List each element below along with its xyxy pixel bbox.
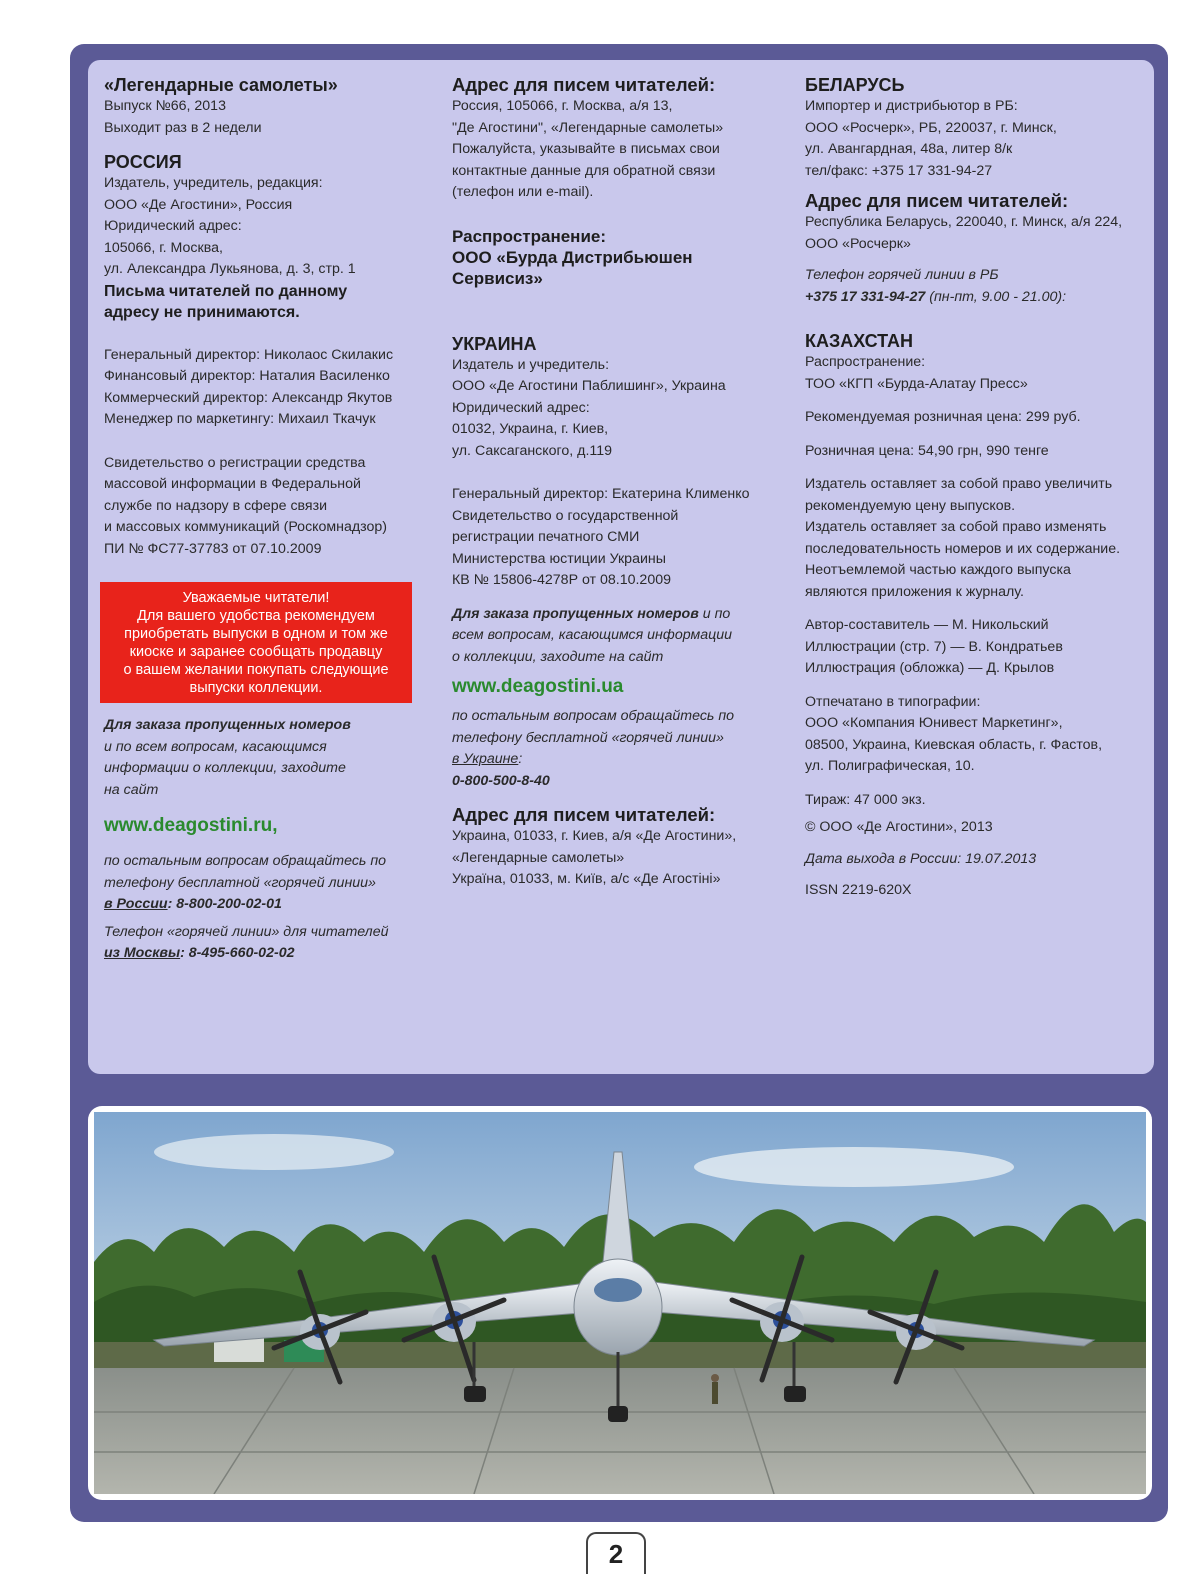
- aircraft-photo: [94, 1112, 1146, 1494]
- ukraine-cert-line: Министерства юстиции Украины: [452, 550, 666, 567]
- belarus-address-line: ООО «Росчерк»: [805, 235, 911, 252]
- order-line: Для заказа пропущенных номеров: [104, 717, 351, 733]
- distribution-line: ООО «Бурда Дистрибьюшен: [452, 247, 693, 267]
- credit-line: Иллюстрация (обложка) — Д. Крылов: [805, 660, 1055, 676]
- text-line: 105066, г. Москва,: [104, 239, 223, 256]
- ukraine-line: ООО «Де Агостини Паблишинг», Украина: [452, 378, 726, 394]
- rights-line: Издатель оставляет за собой право изменять: [805, 519, 1107, 535]
- credit-line: Иллюстрации (стр. 7) — В. Кондратьев: [805, 638, 1063, 655]
- other-line: по остальным вопросам обращайтесь по: [104, 853, 387, 869]
- recommended-price: Рекомендуемая розничная цена: 299 руб.: [805, 409, 1081, 425]
- address-line: контактные данные для обратной связи: [452, 162, 716, 179]
- belarus-line: тел/факс: +375 17 331-94-27: [805, 162, 993, 179]
- address-heading: Адрес для писем читателей:: [452, 74, 716, 95]
- rights-line: рекомендуемую цену выпусков.: [805, 497, 1016, 514]
- ukraine-line: ул. Саксаганского, д.119: [452, 442, 613, 459]
- order-line: всем вопросам, касающимся информации: [452, 627, 732, 643]
- ukraine-cert-line: Генеральный директор: Екатерина Клименко: [452, 486, 750, 502]
- ukraine-cert-line: Свидетельство о государственной: [452, 507, 679, 524]
- address-line: Пожалуйста, указывайте в письмах свои: [452, 141, 720, 157]
- letters-note: Письма читателей по данному: [104, 282, 348, 300]
- ukraine-cert-line: регистрации печатного СМИ: [452, 529, 640, 545]
- aircraft-photo-frame: [88, 1106, 1152, 1500]
- ukraine-line: Издатель и учредитель:: [452, 356, 610, 373]
- hotline-hours: (пн-пт, 9.00 - 21.00):: [925, 288, 1067, 305]
- reader-notice-box: [100, 582, 412, 703]
- other-line: телефону бесплатной «горячей линии»: [452, 729, 724, 746]
- russia-heading: РОССИЯ: [104, 152, 182, 172]
- director-line: Генеральный директор: Николаос Скилакис: [104, 346, 394, 363]
- copyright: © ООО «Де Агостини», 2013: [805, 819, 993, 835]
- notice-line: выпуски коллекции.: [189, 680, 323, 696]
- moscow-number: : 8-495-660-02-02: [180, 945, 295, 961]
- printing-line: ул. Полиграфическая, 10.: [805, 758, 975, 774]
- hotline-number: : 8-800-200-02-01: [167, 896, 282, 912]
- rights-line: являются приложения к журналу.: [805, 583, 1024, 600]
- distribution-line: Сервисиз»: [452, 268, 543, 288]
- circulation: Тираж: 47 000 экз.: [805, 791, 926, 808]
- printing-line: ООО «Компания Юнивест Маркетинг»,: [805, 715, 1063, 731]
- order-line: о коллекции, заходите на сайт: [452, 648, 664, 665]
- text-line: Издатель, учредитель, редакция:: [104, 175, 323, 191]
- belarus-address-heading: Адрес для писем читателей:: [805, 190, 1069, 211]
- release-date: Дата выхода в России: 19.07.2013: [805, 850, 1037, 867]
- credit-line: Автор-составитель — М. Никольский: [805, 617, 1049, 633]
- kazakhstan-heading: КАЗАХСТАН: [805, 331, 913, 351]
- belarus-heading: БЕЛАРУСЬ: [805, 75, 905, 95]
- certificate-line: Свидетельство о регистрации средства: [104, 454, 366, 471]
- ukraine-phone: 0-800-500-8-40: [452, 772, 550, 789]
- printing-line: Отпечатано в типографии:: [805, 693, 981, 710]
- address-line: Россия, 105066, г. Москва, а/я 13,: [452, 98, 673, 114]
- address2-line: «Легендарные самолеты»: [452, 849, 625, 866]
- page-number: 2: [586, 1532, 646, 1574]
- kz-line: ТОО «КГП «Бурда-Алатау Пресс»: [805, 375, 1028, 392]
- column-russia: [104, 74, 424, 965]
- notice-line: Уважаемые читатели!: [182, 590, 330, 606]
- notice-line: Для вашего удобства рекомендуем: [137, 608, 375, 624]
- text-line: Юридический адрес:: [104, 218, 242, 234]
- printing-line: 08500, Украина, Киевская область, г. Фастов,: [805, 736, 1103, 753]
- ukraine-cert-line: КВ № 15806-4278Р от 08.10.2009: [452, 572, 671, 588]
- issue-frequency: Выходит раз в 2 недели: [104, 119, 262, 136]
- hotline-number: +375 17 331-94-27: [805, 288, 926, 305]
- belarus-address-line: Республика Беларусь, 220040, г. Минск, а/я 224,: [805, 214, 1123, 230]
- column-ukraine: [452, 74, 782, 891]
- address2-heading: Адрес для писем читателей:: [452, 804, 716, 825]
- kz-line: Распространение:: [805, 354, 926, 370]
- address-line: (телефон или e-mail).: [452, 184, 594, 200]
- moscow-hotline-label: Телефон «горячей линии» для читателей: [104, 923, 389, 940]
- rights-line: последовательность номеров и их содержание.: [805, 540, 1121, 557]
- website-link-ru[interactable]: www.deagostini.ru,: [104, 815, 278, 836]
- belarus-line: ООО «Росчерк», РБ, 220037, г. Минск,: [805, 119, 1057, 136]
- issue-number: Выпуск №66, 2013: [104, 98, 226, 114]
- address2-line: Україна, 01033, м. Київ, а/с «Де Агостіні»: [452, 871, 721, 887]
- hotline-label: Телефон горячей линии в РБ: [805, 267, 999, 283]
- certificate-line: ПИ № ФС77-37783 от 07.10.2009: [104, 540, 322, 557]
- ukraine-line: 01032, Украина, г. Киев,: [452, 421, 609, 437]
- rights-line: Издатель оставляет за собой право увеличить: [805, 476, 1113, 492]
- address-line: "Де Агостини", «Легендарные самолеты»: [452, 119, 724, 136]
- letters-note: адресу не принимаются.: [104, 303, 300, 321]
- director-line: Финансовый директор: Наталия Василенко: [104, 368, 390, 384]
- distribution-line: Распространение:: [452, 226, 607, 246]
- order-line: на сайт: [104, 781, 159, 798]
- order-line: информации о коллекции, заходите: [104, 760, 346, 776]
- region-suffix: :: [518, 751, 523, 767]
- retail-price: Розничная цена: 54,90 грн, 990 тенге: [805, 442, 1049, 459]
- certificate-line: массовой информации в Федеральной: [104, 476, 361, 492]
- moscow-region: из Москвы: [104, 945, 181, 961]
- website-link-ua[interactable]: www.deagostini.ua: [452, 676, 624, 697]
- other-line: по остальным вопросам обращайтесь по: [452, 708, 735, 724]
- director-line: Менеджер по маркетингу: Михаил Ткачук: [104, 411, 376, 427]
- issn: ISSN 2219-620X: [805, 882, 912, 898]
- notice-line: приобретать выпуски в одном и том же: [124, 626, 388, 642]
- ukraine-line: Юридический адрес:: [452, 399, 590, 416]
- address2-line: Украина, 01033, г. Киев, а/я «Де Агостини»,: [452, 828, 737, 844]
- order-rest: и по: [698, 605, 731, 622]
- other-line: телефону бесплатной «горячей линии»: [104, 874, 376, 891]
- hotline-region: в России: [104, 896, 168, 912]
- belarus-line: ул. Авангардная, 48а, литер 8/к: [805, 141, 1013, 157]
- notice-line: киоске и заранее сообщать продавцу: [129, 644, 383, 660]
- notice-line: о вашем желании покупать следующие: [123, 662, 389, 678]
- region-label: в Украине: [452, 751, 519, 767]
- order-line: и по всем вопросам, касающимся: [104, 738, 327, 755]
- text-line: ул. Александра Лукьянова, д. 3, стр. 1: [104, 261, 356, 277]
- director-line: Коммерческий директор: Александр Якутов: [104, 389, 393, 406]
- text-line: ООО «Де Агостини», Россия: [104, 196, 293, 213]
- certificate-line: службе по надзору в сфере связи: [104, 497, 328, 514]
- rights-line: Неотъемлемой частью каждого выпуска: [805, 562, 1071, 578]
- belarus-line: Импортер и дистрибьютор в РБ:: [805, 98, 1018, 114]
- ukraine-heading: УКРАИНА: [452, 333, 537, 354]
- magazine-title: «Легендарные самолеты»: [104, 75, 338, 95]
- order-bold: Для заказа пропущенных номеров: [452, 605, 699, 622]
- column-belarus-kz: [805, 74, 1140, 902]
- certificate-line: и массовых коммуникаций (Роскомнадзор): [104, 519, 388, 535]
